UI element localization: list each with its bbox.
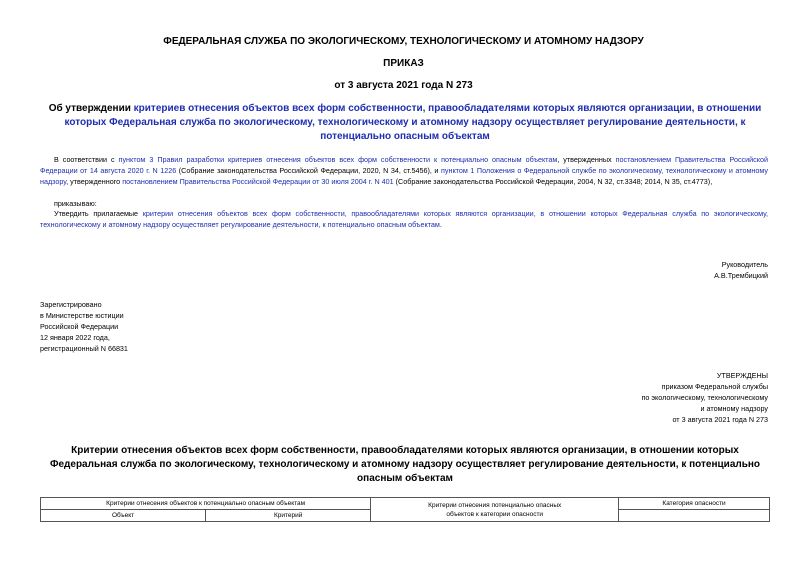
agency-heading: ФЕДЕРАЛЬНАЯ СЛУЖБА ПО ЭКОЛОГИЧЕСКОМУ, ТЕХНОЛОГИЧЕСКОМУ И АТОМНОМУ НАДЗОРУ	[163, 36, 644, 47]
preamble-text-4: , утвержденного	[66, 177, 123, 186]
approved-line-1: УТВЕРЖДЕНЫ	[716, 371, 768, 380]
criteria-table	[40, 497, 770, 522]
link-resolution-401[interactable]: постановлением Правительства Российской Федерации от 30 июля 2004 г. N 401	[122, 177, 394, 186]
preamble-text-1: В соответствии с	[54, 155, 119, 164]
title-link[interactable]: критериев отнесения объектов всех форм собственности, правообладателями которых являются организации, в отношении которых Федеральная служба по экологическому, технологическому и атомному надзору осуществляет регулирование деятельности, к потенциально опасным объектам	[64, 103, 762, 142]
order-word: приказываю:	[54, 199, 97, 208]
registration-line-2: в Министерстве юстиции	[40, 311, 124, 320]
doc-date-number: от 3 августа 2021 года N 273	[334, 80, 473, 91]
approved-line-5: от 3 августа 2021 года N 273	[672, 415, 768, 424]
approved-line-4: и атомному надзору	[700, 404, 768, 413]
th-object: Объект	[41, 510, 206, 522]
doc-type-heading: ПРИКАЗ	[383, 58, 424, 69]
th-criterion: Критерий	[206, 510, 371, 522]
title-prefix: Об утверждении	[48, 103, 134, 114]
document-title	[40, 102, 770, 144]
signature-name: А.В.Трембицкий	[714, 271, 768, 280]
registration-line-5: регистрационный N 66831	[40, 344, 128, 353]
registration-line-4: 12 января 2022 года,	[40, 333, 110, 342]
th-hazard-category-empty	[619, 510, 770, 522]
link-regulation-clause-1[interactable]: пунктом 1 Положения о Федеральной службе по экологическому, технологическому и атомному надзору	[40, 166, 769, 186]
link-resolution-1226[interactable]: постановлением Правительства Российской Федерации от 14 августа 2020 г. N 1226	[40, 155, 769, 175]
table-header-row	[41, 498, 770, 510]
preamble-text-2: , утвержденных	[557, 155, 616, 164]
approve-text-1: Утвердить прилагаемые	[54, 209, 143, 218]
th-criteria-category	[371, 498, 619, 522]
th-criteria-objects: Критерии отнесения объектов к потенциально опасным объектам	[41, 498, 371, 510]
registration-block	[40, 299, 128, 354]
link-criteria[interactable]: критерии отнесения объектов всех форм собственности, правообладателями которых являются организации, в отношении которых Федеральная служба по экологическому, технологическому и атомному надзору осуществляет регулирование деятельности, к потенциально опасным объектам	[40, 209, 768, 229]
signature-block	[714, 259, 768, 281]
approved-block	[641, 370, 768, 425]
signature-role: Руководитель	[721, 260, 768, 269]
th-hazard-category: Категория опасности	[619, 498, 770, 510]
approve-paragraph	[40, 208, 768, 230]
approved-line-3: по экологическому, технологическому	[641, 393, 768, 402]
approved-line-2: приказом Федеральной службы	[661, 382, 768, 391]
registration-line-3: Российской Федерации	[40, 322, 119, 331]
approve-text-2: .	[439, 220, 442, 229]
th-criteria-category-line2: объектов к категории опасности	[446, 510, 544, 518]
registration-line-1: Зарегистрировано	[40, 300, 102, 309]
link-rules-clause-3[interactable]: пунктом 3 Правил разработки критериев отнесения объектов всех форм собственности к потенциально опасным объектам	[118, 155, 558, 164]
th-criteria-category-line1: Критерии отнесения потенциально опасных	[428, 501, 562, 509]
criteria-title: Критерии отнесения объектов всех форм собственности, правообладателями которых являются организации, в отношении которых Федеральная служба по экологическому, технологическому и атомному надзору осуществляет регулирование деятельности, к потенциально опасным объектам	[49, 445, 761, 484]
preamble-paragraph	[40, 154, 768, 187]
preamble-text-3: (Собрание законодательства Российской Федерации, 2020, N 34, ст.5456), и	[176, 166, 441, 175]
preamble-text-5: (Собрание законодательства Российской Федерации, 2004, N 32, ст.3348; 2014, N 35, ст.4773),	[393, 177, 713, 186]
